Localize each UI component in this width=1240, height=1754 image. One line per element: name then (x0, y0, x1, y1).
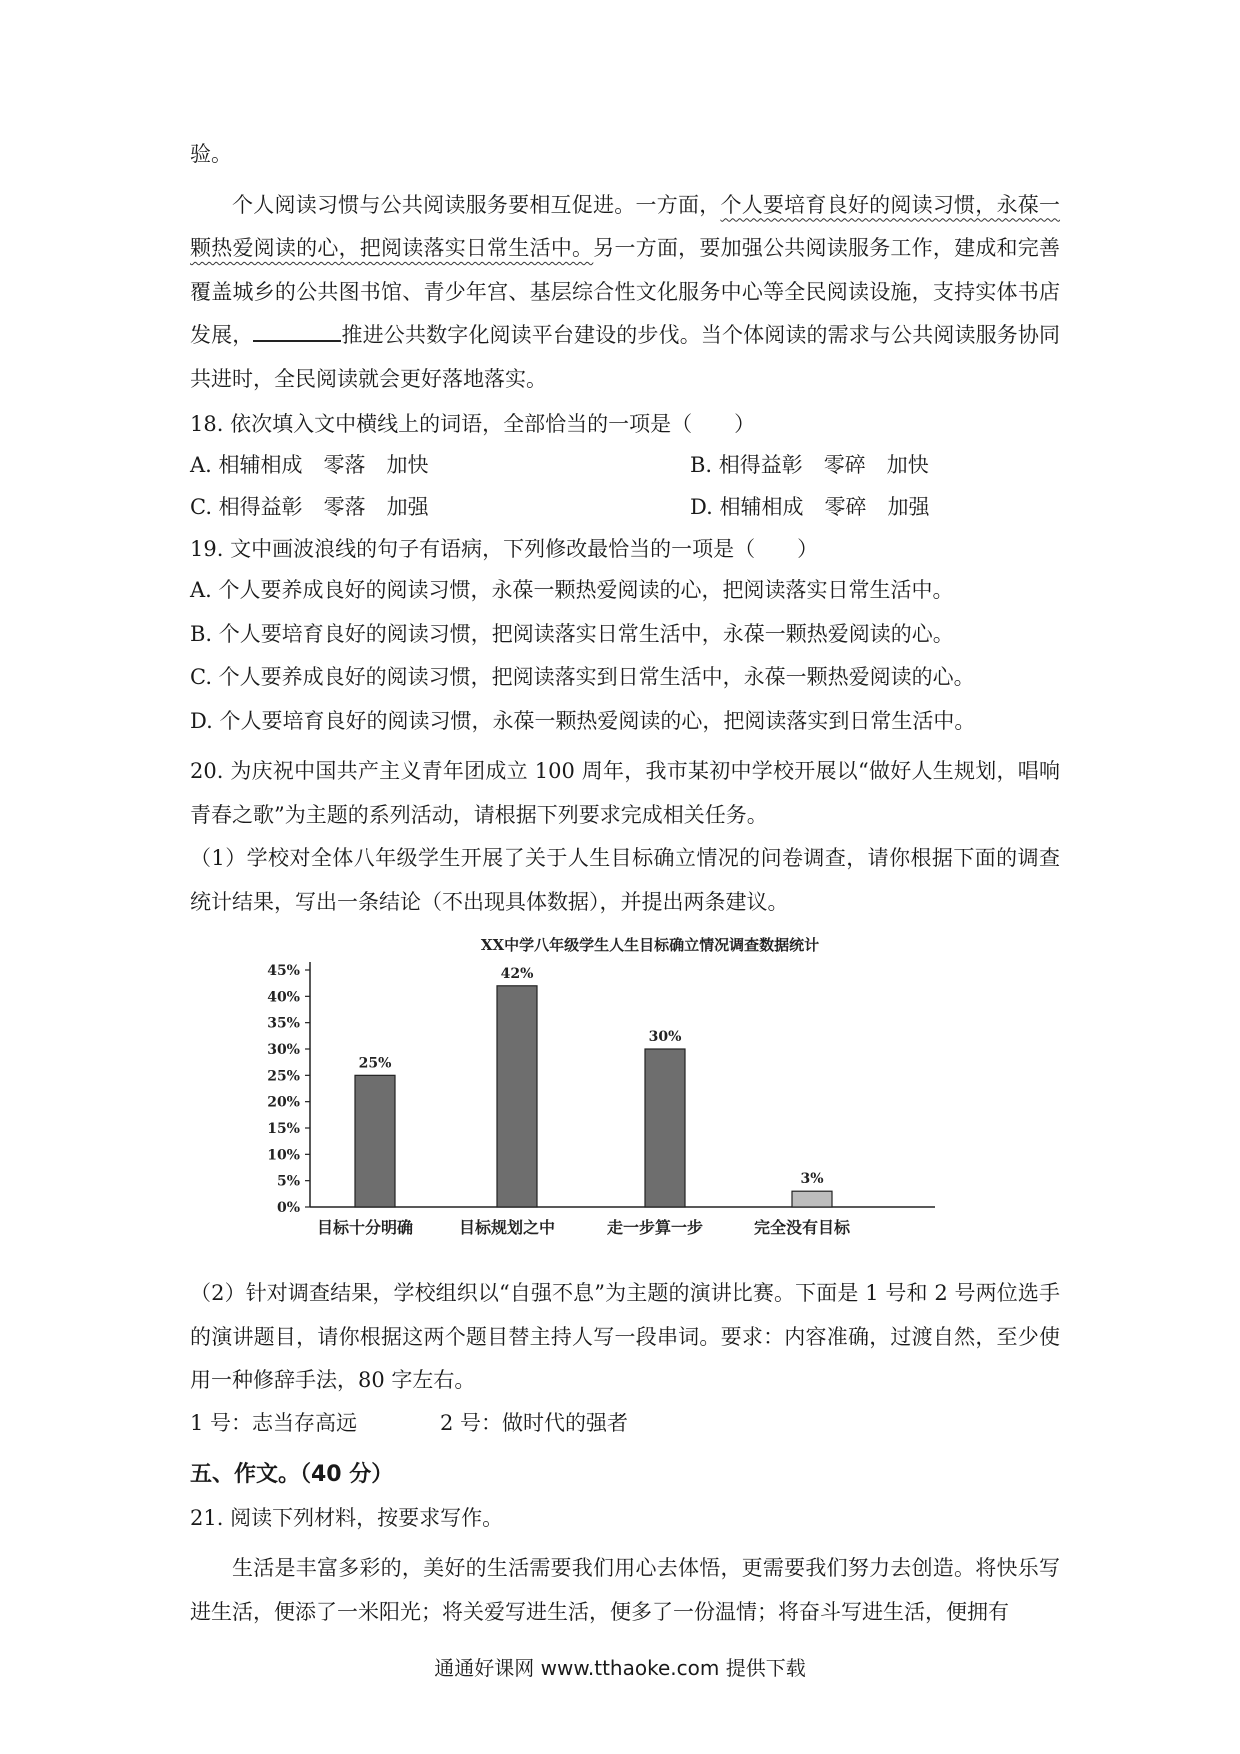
q18-option-b: B. 相得益彰 零碎 加快 (690, 453, 929, 477)
bar-2 (497, 986, 537, 1207)
y-tick-label: 25% (267, 1068, 300, 1085)
y-tick-label: 15% (267, 1121, 300, 1137)
q21-stem: 21. 阅读下列材料，按要求写作。 (190, 1505, 504, 1530)
passage-part3: 推进公共数字化阅读平台建设的步伐。当个体阅读的需求与公共阅读服务协同共进时，全民阅读就会更好落地落实。 (190, 323, 1060, 391)
y-tick-label: 30% (267, 1042, 300, 1058)
y-tick-label: 10% (267, 1147, 300, 1164)
data-label-1: 25% (358, 1055, 392, 1072)
q20-part1: （1）学校对全体八年级学生开展了关于人生目标确立情况的问卷调查，请你根据下面的调查统计结果，写出一条结论（不出现具体数据），并提出两条建议。 (190, 846, 1060, 914)
y-tick-label: 5% (276, 1173, 300, 1190)
speech-topics (190, 1409, 1060, 1437)
speech-topic-2: 2 号：做时代的强者 (440, 1410, 629, 1435)
q19-option-b: B. 个人要培育良好的阅读习惯，把阅读落实日常生活中，永葆一颗热爱阅读的心。 (190, 621, 954, 646)
x-category-label-4: 完全没有目标 (753, 1218, 851, 1237)
x-category-label-2: 目标规划之中 (458, 1218, 556, 1237)
passage-part1: 个人阅读习惯与公共阅读服务要相互促进。一方面， (232, 192, 721, 217)
exam-page (190, 140, 1060, 1634)
q19-option-a: A. 个人要养成良好的阅读习惯，永葆一颗热爱阅读的心，把阅读落实日常生活中。 (190, 578, 954, 602)
footer-watermark: 通通好课网 www.tthaoke.com 提供下载 (434, 1656, 806, 1680)
x-category-label-3: 走一步算一步 (606, 1218, 704, 1237)
q18-option-d: D. 相辅相成 零碎 加强 (690, 495, 930, 519)
q19-option-d: D. 个人要培育良好的阅读习惯，永葆一颗热爱阅读的心，把阅读落实到日常生活中。 (190, 708, 976, 733)
q19-option-c: C. 个人要养成良好的阅读习惯，把阅读落实到日常生活中，永葆一颗热爱阅读的心。 (190, 665, 975, 689)
q18-stem: 18. 依次填入文中横线上的词语，全部恰当的一项是（ ） (190, 412, 756, 436)
bar-3 (645, 1049, 685, 1207)
section5-title: 五、作文。（40 分） (190, 1461, 394, 1487)
q18-option-c: C. 相得益彰 零落 加强 (190, 495, 429, 519)
top-fragment: 验。 (190, 142, 232, 166)
q20-part2: （2）针对调查结果，学校组织以“自强不息”为主题的演讲比赛。下面是 1 号和 2 号两位选手的演讲题目，请你根据这两个题目替主持人写一段串词。要求：内容准确，过渡自然，至少使用一种修辞手法，80 字左右。 (190, 1281, 1060, 1392)
bar-4 (792, 1191, 832, 1207)
q20-stem: 20. 为庆祝中国共产主义青年团成立 100 周年，我市某初中学校开展以“做好人生规划，唱响青春之歌”为主题的系列活动，请根据下列要求完成相关任务。 (190, 759, 1060, 827)
y-tick-label: 0% (276, 1200, 300, 1216)
q21-material: 生活是丰富多彩的，美好的生活需要我们用心去体悟，更需要我们努力去创造。将快乐写进生活，便添了一米阳光；将关爱写进生活，便多了一份温情；将奋斗写进生活，便拥有 (190, 1556, 1060, 1624)
fill-blank (253, 322, 341, 342)
y-tick-label: 35% (267, 1015, 300, 1032)
speech-topic-1: 1 号：志当存高远 (190, 1410, 358, 1435)
wavy-sentence: 个人要培育良好的阅读习惯，永葆一颗热爱阅读的心，把阅读落实日常生活中。 (190, 192, 1061, 260)
data-label-2: 42% (500, 965, 534, 982)
q18-options-row1 (190, 451, 1060, 479)
bar-1 (355, 1075, 395, 1207)
y-tick-label: 45% (267, 963, 300, 979)
chart-title: XX中学八年级学生人生目标确立情况调查数据统计 (480, 936, 820, 954)
passage-paragraph (190, 184, 1060, 402)
x-category-label-1: 目标十分明确 (316, 1218, 414, 1237)
q19-stem: 19. 文中画波浪线的句子有语病，下列修改最恰当的一项是（ ） (190, 537, 819, 561)
q18-options-row2 (190, 493, 1060, 521)
bar-chart-svg (190, 932, 1060, 1262)
q18-option-a: A. 相辅相成 零落 加快 (190, 453, 429, 477)
y-tick-label: 40% (267, 989, 300, 1006)
y-tick-label: 20% (267, 1094, 300, 1111)
data-label-3: 30% (648, 1029, 682, 1045)
passage-part2: 另一方面，要加强公共阅读服务工作，建成和完善覆盖城乡的公共图书馆、青少年宫、基层综合性文化服务中心等全民阅读设施，支持实体书店发展， (190, 236, 1061, 347)
survey-chart (190, 932, 1060, 1262)
data-label-4: 3% (800, 1171, 824, 1188)
